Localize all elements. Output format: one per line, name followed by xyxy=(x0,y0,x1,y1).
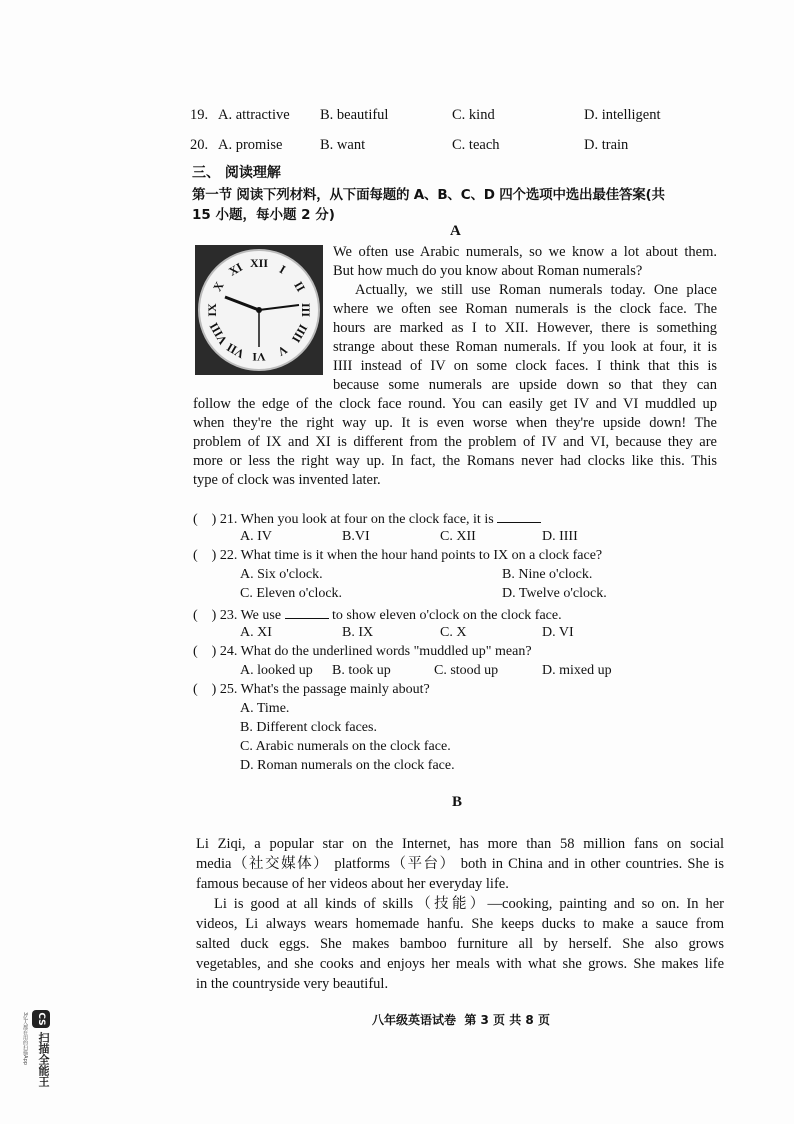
passage-b-label: B xyxy=(452,794,463,810)
question-number: 19. xyxy=(190,107,209,123)
option-a[interactable]: A. looked up xyxy=(240,663,313,678)
passage-a-body-continued xyxy=(193,395,717,490)
clock-face-image xyxy=(195,245,323,375)
option-a[interactable]: A. Six o'clock. xyxy=(240,567,323,582)
option-b[interactable]: B. Different clock faces. xyxy=(240,720,377,735)
passage-a-line: Actually, we still use Roman numerals today. One place xyxy=(355,282,717,298)
option-a: A. attractive xyxy=(218,107,290,123)
question-stem: 21. When you look at four on the clock face, it is xyxy=(219,512,494,527)
question-20-row xyxy=(190,137,710,157)
question-stem: 25. What's the passage mainly about? xyxy=(219,682,430,697)
answer-bracket[interactable]: ( ) xyxy=(193,608,217,623)
question-19-row xyxy=(190,107,710,127)
option-a[interactable]: A. Time. xyxy=(240,701,290,716)
clock-numeral: VI xyxy=(252,350,266,364)
option-b[interactable]: B.VI xyxy=(342,529,370,544)
passage-a-line: IIII instead of IV on some clock faces. I think that this is xyxy=(333,358,717,374)
question-23-options xyxy=(240,625,660,643)
question-24-options xyxy=(240,663,660,681)
passage-b-line: Li Ziqi, a popular star on the Internet, has more than 58 million fans on social xyxy=(196,836,724,852)
clock-numeral: IX xyxy=(205,303,219,317)
passage-a-line: follow the edge of the clock face round. You can easily get IV and VI muddled up xyxy=(193,396,717,412)
section-title: 三、 阅读理解 xyxy=(192,165,281,181)
clock-numeral: VIII xyxy=(206,320,231,347)
answer-bracket[interactable]: ( ) xyxy=(193,682,217,697)
passage-a-line: problem of IX and XI is different from the problem of IV and VI, because they are xyxy=(193,434,717,450)
option-c[interactable]: C. XII xyxy=(440,529,476,544)
passage-b-line: Li is good at all kinds of skills（技能）—cooking, painting and so on. In her xyxy=(214,896,724,912)
option-d[interactable]: D. Roman numerals on the clock face. xyxy=(240,758,455,773)
clock-icon xyxy=(195,245,323,375)
question-21-options xyxy=(240,529,660,547)
option-b[interactable]: B. took up xyxy=(332,663,391,678)
scanner-watermark xyxy=(22,1010,54,1120)
question-22-options-row2 xyxy=(240,586,660,604)
scanner-tagline: 3亿人都在用的扫描App xyxy=(22,1012,28,1065)
passage-b-line: in the countryside very beautiful. xyxy=(196,976,389,992)
option-a[interactable]: A. XI xyxy=(240,625,272,640)
passage-a-line: hours are marked as I to XII. However, there is something xyxy=(333,320,717,336)
question-21 xyxy=(193,510,541,528)
option-c: C. teach xyxy=(452,137,500,153)
option-b: B. want xyxy=(320,137,366,153)
clock-numeral: XI xyxy=(226,259,245,279)
option-d: D. intelligent xyxy=(584,107,661,123)
passage-b-line: videos, Li always wears homemade hanfu. She keeps ducks to make a sauce from xyxy=(196,916,724,932)
passage-b-line: vegetables, and she cooks and enjoys her meals with what she grows. She makes life xyxy=(196,956,724,972)
passage-b-line: famous because of her videos about her everyday life. xyxy=(196,876,509,892)
clock-numeral: II xyxy=(291,278,309,295)
option-c[interactable]: C. stood up xyxy=(434,663,499,678)
question-number: 20. xyxy=(190,137,209,153)
option-a: A. promise xyxy=(218,137,283,153)
passage-a-label: A xyxy=(450,223,461,239)
option-d: D. train xyxy=(584,137,629,153)
option-c[interactable]: C. X xyxy=(440,625,467,640)
option-b[interactable]: B. Nine o'clock. xyxy=(502,567,593,582)
answer-blank[interactable] xyxy=(497,510,541,523)
answer-blank[interactable] xyxy=(285,606,329,619)
question-22-options-row1 xyxy=(240,567,660,585)
passage-a-line: because some numerals are upside down so that they can xyxy=(333,377,717,393)
passage-a-line: We often use Arabic numerals, so we know a lot about them. xyxy=(333,244,717,260)
option-d[interactable]: D. IIII xyxy=(542,529,578,544)
option-c[interactable]: C. Eleven o'clock. xyxy=(240,586,343,601)
clock-numeral: V xyxy=(275,342,290,359)
passage-a-body xyxy=(333,243,717,395)
question-stem: 22. What time is it when the hour hand points to IX on a clock face? xyxy=(219,548,603,563)
answer-bracket[interactable]: ( ) xyxy=(193,644,217,659)
question-stem-before: 23. We use xyxy=(219,608,282,623)
passage-b-line: media（社交媒体） platforms（平台） both in China and in other countries. She is xyxy=(196,856,724,872)
passage-a-line: But how much do you know about Roman numerals? xyxy=(333,263,643,279)
option-c[interactable]: C. Arabic numerals on the clock face. xyxy=(240,739,451,754)
passage-a-line: strange about these Roman numerals. If you look at four, it is xyxy=(333,339,717,355)
question-24 xyxy=(193,644,532,660)
scanner-logo-icon: CS xyxy=(32,1010,50,1028)
clock-numeral: X xyxy=(210,279,227,294)
question-stem: 24. What do the underlined words "muddled up" mean? xyxy=(219,644,532,659)
passage-a-line: where we often see Roman numerals is the clock face. The xyxy=(333,301,717,317)
passage-a-line: more or less the right way up. In fact, the Romans never had clocks like this. This xyxy=(193,453,717,469)
option-b[interactable]: B. IX xyxy=(342,625,374,640)
question-25 xyxy=(193,682,430,698)
question-stem-after: to show eleven o'clock on the clock face. xyxy=(332,608,562,623)
clock-numeral: XII xyxy=(249,256,269,270)
passage-a-line: type of clock was invented later. xyxy=(193,472,381,488)
page-footer: 八年级英语试卷 第 3 页 共 8 页 xyxy=(372,1013,550,1027)
clock-numeral: III xyxy=(299,302,313,318)
option-d[interactable]: D. VI xyxy=(542,625,574,640)
question-23 xyxy=(193,606,562,624)
option-a[interactable]: A. IV xyxy=(240,529,272,544)
section-instruction-line2: 15 小题，每小题 2 分) xyxy=(192,207,335,223)
passage-b-line: salted duck eggs. She makes bamboo furniture all by herself. She also grows xyxy=(196,936,724,952)
clock-numeral: IIII xyxy=(288,321,311,346)
clock-numeral: I xyxy=(276,262,289,277)
answer-bracket[interactable]: ( ) xyxy=(193,548,217,563)
option-d[interactable]: D. mixed up xyxy=(542,663,612,678)
answer-bracket[interactable]: ( ) xyxy=(193,512,217,527)
passage-b-body xyxy=(196,834,724,994)
section-instruction-line1: 第一节 阅读下列材料，从下面每题的 A、B、C、D 四个选项中选出最佳答案(共 xyxy=(192,187,665,203)
question-22 xyxy=(193,548,602,564)
clock-numeral: VII xyxy=(224,340,247,362)
option-b: B. beautiful xyxy=(320,107,389,123)
option-d[interactable]: D. Twelve o'clock. xyxy=(502,586,607,601)
passage-a-line: when they're the right way up. It is even worse when they're upside down! The xyxy=(193,415,717,431)
scanner-brand-text: 扫描全能王 xyxy=(37,1032,50,1087)
option-c: C. kind xyxy=(452,107,495,123)
